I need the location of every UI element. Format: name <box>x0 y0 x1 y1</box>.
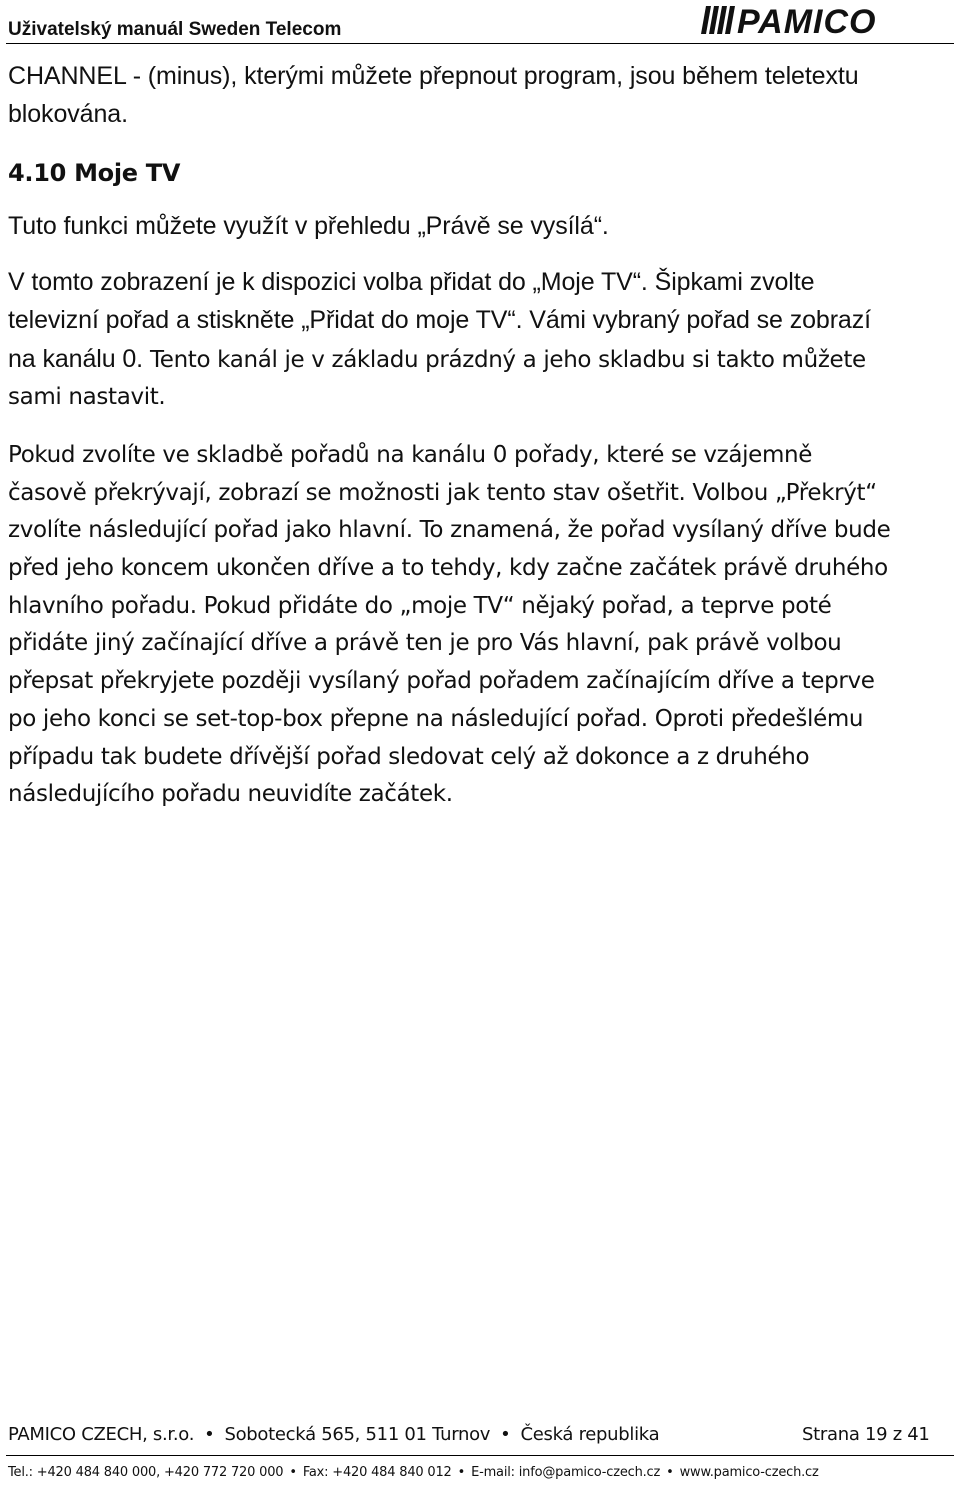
page-content <box>8 58 953 814</box>
para-3-line-10: následujícího pořadu neuvidíte začátek. <box>8 781 453 808</box>
para-2-split-b: Tento kanál je v základu prázdný a jeho skladbu si takto můžete <box>143 346 866 373</box>
footer-phone: Tel.: +420 484 840 000, +420 772 720 000 <box>8 1465 284 1480</box>
para-3-line-3: zvolíte následující pořad jako hlavní. To znamená, že pořad vysílaný dříve bude <box>8 517 891 544</box>
page-number: Strana 19 z 41 <box>802 1424 930 1445</box>
footer-country: Česká republika <box>520 1424 660 1445</box>
logo-text: PAMICO <box>737 3 877 38</box>
para-2-line-4: sami nastavit. <box>8 384 166 411</box>
intro-line-2: blokována. <box>8 99 128 128</box>
para-2-split-a: na kanálu 0. <box>8 344 144 373</box>
footer-contacts <box>8 1465 819 1480</box>
footer-address: Sobotecká 565, 511 01 Turnov <box>224 1424 491 1445</box>
para-3-line-1: Pokud zvolíte ve skladbě pořadů na kanálu 0 pořady, které se vzájemně <box>8 441 813 468</box>
bullet-icon: • <box>500 1424 511 1445</box>
bullet-icon: • <box>289 1465 297 1480</box>
pamico-logo-icon <box>700 2 950 38</box>
bullet-icon: • <box>457 1465 466 1480</box>
pamico-logo <box>700 2 950 38</box>
document-title: Uživatelský manuál Sweden Telecom <box>8 19 342 40</box>
intro-line-1: CHANNEL - (minus), kterými můžete přepnout program, jsou během teletextu <box>8 62 859 90</box>
bullet-icon: • <box>204 1424 215 1445</box>
para-2-line-3 <box>8 340 953 380</box>
para-3-line-7: přepsat překryjete později vysílaný pořad pořadem začínajícím dříve a teprve <box>8 668 875 695</box>
para-3-line-9: případu tak budete dřívější pořad sledovat celý až dokonce a z druhého <box>8 743 810 770</box>
section-heading: 4.10 Moje TV <box>8 159 181 188</box>
para-2-line-2: televizní pořad a stiskněte „Přidat do moje TV“. Vámi vybraný pořad se zobrazí <box>8 305 871 334</box>
footer-company: PAMICO CZECH, s.r.o. <box>8 1424 195 1445</box>
para-3-line-5: hlavního pořadu. Pokud přidáte do „moje TV“ nějaký pořad, a teprve poté <box>8 592 832 619</box>
header-divider <box>6 43 954 44</box>
para-1-line: Tuto funkci můžete využít v přehledu „Právě se vysílá“. <box>8 212 609 241</box>
para-3-line-6: přidáte jiný začínající dříve a právě ten je pro Vás hlavní, pak právě volbou <box>8 630 842 657</box>
para-2-line-1: V tomto zobrazení je k dispozici volba přidat do „Moje TV“. Šipkami zvolte <box>8 268 815 297</box>
para-3-line-2: časově překrývají, zobrazí se možnosti jak tento stav ošetřit. Volbou „Překrýt“ <box>8 479 877 506</box>
footer-divider <box>6 1455 954 1456</box>
para-3-line-4: před jeho koncem ukončen dříve a to tehdy, kdy začne začátek právě druhého <box>8 555 888 582</box>
footer-web[interactable]: www.pamico-czech.cz <box>679 1465 819 1480</box>
footer-main <box>8 1424 948 1445</box>
page-header <box>0 0 960 46</box>
footer-email[interactable]: E-mail: info@pamico-czech.cz <box>471 1465 661 1480</box>
bullet-icon: • <box>666 1465 674 1480</box>
para-3-line-8: po jeho konci se set-top-box přepne na následující pořad. Oproti předešlému <box>8 705 864 732</box>
footer-fax: Fax: +420 484 840 012 <box>302 1465 452 1480</box>
